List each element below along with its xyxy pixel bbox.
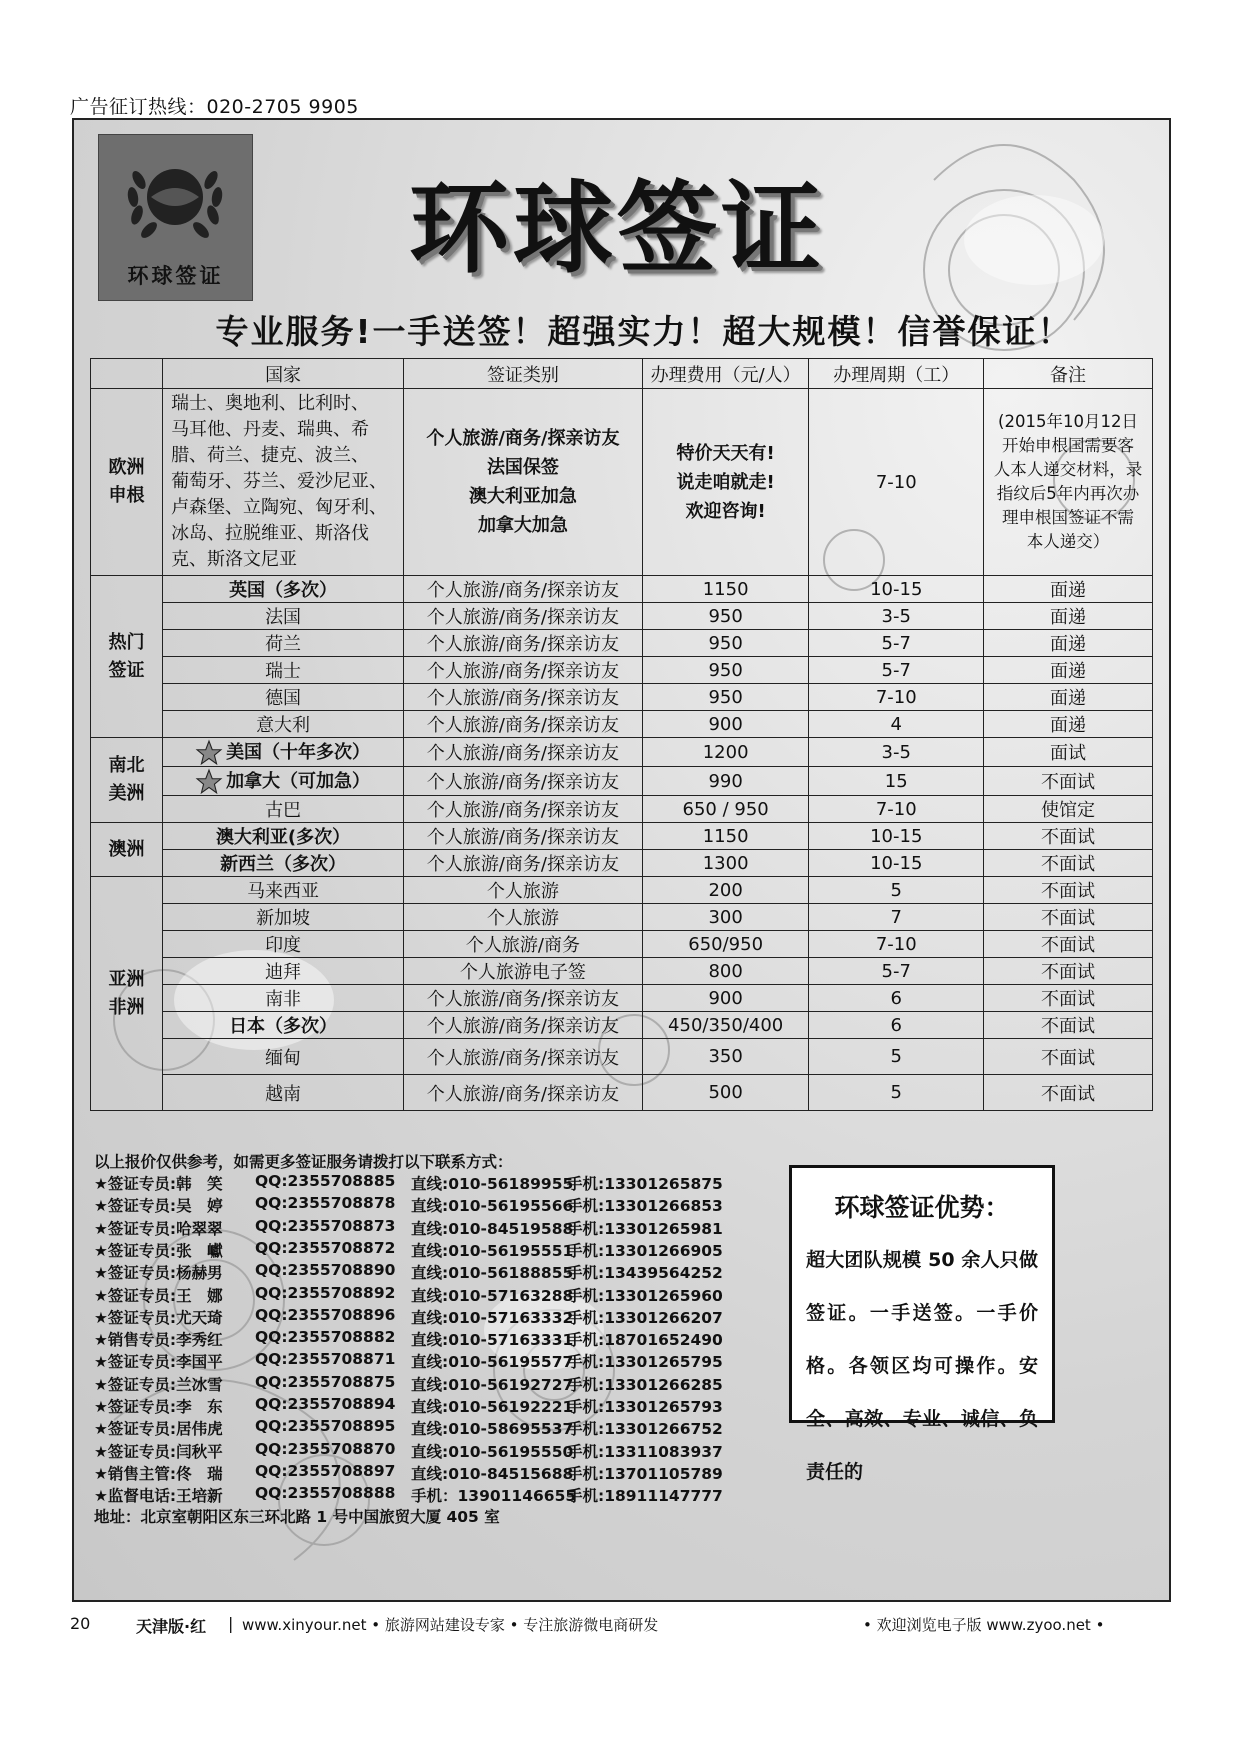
note-cell: 不面试	[984, 877, 1153, 904]
country-cell	[163, 1039, 404, 1075]
note-cell: 面递	[984, 603, 1153, 630]
note-cell: 面递	[984, 684, 1153, 711]
country-name: 加拿大（可加急）	[226, 771, 371, 792]
country-name: 美国（十年多次）	[226, 742, 371, 763]
text-line: 特价天天有!	[676, 442, 775, 464]
contact-qq: QQ:2355708897	[255, 1461, 396, 1480]
table-row	[91, 1039, 1153, 1075]
visa-type-cell: 个人旅游/商务/探亲访友	[404, 1039, 643, 1075]
fee-cell: 200	[642, 877, 809, 904]
contact-qq: QQ:2355708895	[255, 1417, 396, 1436]
fee-cell: 1150	[642, 576, 809, 603]
contact-mobile: 手机:13301266207	[567, 1308, 723, 1327]
note-cell: 面递	[984, 576, 1153, 603]
text-line: 本人递交）	[1026, 532, 1110, 551]
contact-mobile: 手机:13301265795	[567, 1353, 723, 1372]
visa-type-cell: 个人旅游/商务/探亲访友	[404, 657, 643, 684]
visa-price-table	[90, 358, 1153, 1111]
header-visa-type: 签证类别	[404, 359, 643, 389]
note-cell: 不面试	[984, 931, 1153, 958]
fee-cell: 1200	[642, 738, 809, 767]
contact-direct-line: 直线:010-56195551	[411, 1241, 574, 1260]
ad-hotline: 广告征订热线：020-2705 9905	[70, 96, 359, 118]
header-cycle: 办理周期（工）	[809, 359, 984, 389]
country-cell	[163, 823, 404, 850]
cycle-cell: 7-10	[809, 931, 984, 958]
footer-left-text: www.xinyour.net • 旅游网站建设专家 • 专注旅游微电商研发	[242, 1616, 659, 1634]
note-cell: 面递	[984, 711, 1153, 738]
contact-direct-line: 直线:010-56189955	[411, 1175, 574, 1193]
edition-label: 天津版·红	[136, 1617, 207, 1636]
contact-qq: QQ:2355708885	[255, 1172, 396, 1190]
fee-cell: 950	[642, 657, 809, 684]
contact-qq: QQ:2355708875	[255, 1372, 396, 1391]
country-name: 德国	[265, 688, 302, 709]
contact-direct-line: 直线:010-56192727	[411, 1375, 574, 1394]
fee-cell: 950	[642, 684, 809, 711]
contact-mobile: 手机:13301265875	[567, 1175, 723, 1193]
ad-slogan: 专业服务!一手送签！超强实力！超大规模！信誉保证！	[215, 312, 1073, 351]
contact-name: ★签证专员:吴 婷	[94, 1197, 223, 1216]
contact-qq: QQ:2355708890	[255, 1261, 396, 1280]
fee-cell: 950	[642, 630, 809, 657]
country-name: 澳大利亚(多次）	[215, 827, 351, 848]
note-cell: 不面试	[984, 958, 1153, 985]
contact-direct-line: 直线:010-84515688	[411, 1464, 574, 1483]
contact-mobile: 手机:13301266752	[567, 1420, 723, 1439]
fee-cell: 300	[642, 904, 809, 931]
visa-type-cell: 个人旅游/商务/探亲访友	[404, 1012, 643, 1039]
visa-type-cell: 个人旅游/商务/探亲访友	[404, 603, 643, 630]
text-line: 个人旅游/商务/探亲访友	[426, 428, 620, 449]
country-name: 荷兰	[265, 634, 302, 655]
contact-direct-line: 直线:010-58695537	[411, 1420, 574, 1439]
cycle-cell: 7	[809, 904, 984, 931]
note-cell: 不面试	[984, 850, 1153, 877]
visa-type-cell: 个人旅游/商务/探亲访友	[404, 985, 643, 1012]
header-country: 国家	[163, 359, 404, 389]
schengen-promo	[642, 389, 809, 576]
country-name: 日本（多次）	[229, 1016, 338, 1037]
contact-qq: QQ:2355708888	[255, 1484, 396, 1503]
country-cell	[163, 796, 404, 823]
country-cell	[163, 738, 404, 767]
fee-cell: 900	[642, 985, 809, 1012]
contact-mobile: 手机:13439564252	[567, 1264, 723, 1283]
visa-type-cell: 个人旅游/商务/探亲访友	[404, 684, 643, 711]
cycle-cell: 7-10	[809, 684, 984, 711]
header-region	[91, 359, 163, 389]
star-icon	[196, 769, 222, 795]
country-cell	[163, 1012, 404, 1039]
country-name: 瑞士	[265, 661, 302, 682]
fee-cell: 1150	[642, 823, 809, 850]
table-header-row	[91, 359, 1153, 389]
country-cell	[163, 877, 404, 904]
note-cell: 面递	[984, 657, 1153, 684]
cycle-cell: 7-10	[809, 796, 984, 823]
contact-mobile: 手机:13301266285	[567, 1375, 723, 1394]
contact-qq: QQ:2355708870	[255, 1439, 396, 1458]
country-cell	[163, 576, 404, 603]
footer-separator: |	[228, 1614, 234, 1633]
visa-type-cell: 个人旅游/商务	[404, 931, 643, 958]
globe-laurel-icon	[99, 135, 252, 255]
country-cell	[163, 630, 404, 657]
visa-type-cell: 个人旅游/商务/探亲访友	[404, 850, 643, 877]
fee-cell: 950	[642, 603, 809, 630]
contact-qq: QQ:2355708872	[255, 1238, 396, 1257]
fee-cell: 650 / 950	[642, 796, 809, 823]
contact-mobile: 手机:13301265793	[567, 1398, 723, 1416]
note-cell: 不面试	[984, 767, 1153, 796]
contact-direct-line: 直线:010-56188855	[411, 1264, 574, 1283]
cycle-cell: 6	[809, 1012, 984, 1039]
visa-type-cell: 个人旅游/商务/探亲访友	[404, 796, 643, 823]
contact-name: ★签证专员:尤天琦	[94, 1308, 223, 1327]
fee-cell: 450/350/400	[642, 1012, 809, 1039]
country-cell	[163, 767, 404, 796]
visa-type-cell: 个人旅游	[404, 904, 643, 931]
table-row	[91, 796, 1153, 823]
table-row	[91, 958, 1153, 985]
cycle-cell: 5	[809, 877, 984, 904]
text-line: 法国保签	[486, 457, 559, 478]
country-cell	[163, 684, 404, 711]
text-line: 冰岛、拉脱维亚、斯洛伐	[171, 523, 370, 544]
note-cell: 不面试	[984, 1039, 1153, 1075]
note-cell: 不面试	[984, 904, 1153, 931]
contact-name: ★签证专员:哈翠翠	[94, 1219, 223, 1238]
table-row	[91, 603, 1153, 630]
contact-direct-line: 直线:010-57163331	[411, 1331, 574, 1350]
company-address: 地址：北京室朝阳区东三环北路 1 号中国旅贸大厦 405 室	[94, 1508, 500, 1526]
contact-name: ★签证专员:李 东	[94, 1398, 223, 1416]
table-row	[91, 684, 1153, 711]
visa-type-cell: 个人旅游/商务/探亲访友	[404, 738, 643, 767]
country-cell	[163, 958, 404, 985]
text-line: (2015年10月12日	[998, 412, 1138, 431]
contact-name: ★签证专员:杨赫男	[94, 1264, 223, 1283]
text-line: 卢森堡、立陶宛、匈牙利、	[171, 497, 388, 518]
country-name: 意大利	[256, 715, 311, 736]
country-name: 新西兰（多次）	[220, 854, 347, 875]
text-line: 葡萄牙、芬兰、爱沙尼亚、	[171, 471, 388, 492]
country-name: 新加坡	[256, 908, 311, 929]
contact-direct-line: 直线:010-56192221	[411, 1398, 574, 1416]
contact-mobile: 手机:18911147777	[567, 1487, 723, 1506]
contact-qq: QQ:2355708892	[255, 1283, 396, 1302]
contact-direct-line: 直线:010-56195566	[411, 1197, 574, 1216]
visa-type-cell: 个人旅游/商务/探亲访友	[404, 711, 643, 738]
page-number: 20	[70, 1614, 91, 1633]
country-name: 南非	[265, 989, 302, 1010]
contact-mobile: 手机:13701105789	[567, 1464, 723, 1483]
fee-cell: 800	[642, 958, 809, 985]
note-cell: 不面试	[984, 823, 1153, 850]
text-line: 澳大利亚加急	[468, 486, 577, 507]
contact-name: ★签证专员:张 巘	[94, 1241, 223, 1260]
text-line: 瑞士、奥地利、比利时、	[171, 393, 370, 414]
contact-mobile: 手机:18701652490	[567, 1331, 723, 1350]
visa-type-cell: 个人旅游/商务/探亲访友	[404, 576, 643, 603]
contact-name: ★签证专员:兰冰雪	[94, 1375, 223, 1394]
footer-right-text: • 欢迎浏览电子版 www.zyoo.net •	[863, 1616, 1105, 1634]
visa-type-cell: 个人旅游/商务/探亲访友	[404, 823, 643, 850]
contact-qq: QQ:2355708896	[255, 1305, 396, 1324]
country-name: 马来西亚	[247, 881, 320, 902]
text-line: 克、斯洛文尼亚	[171, 549, 298, 570]
advantage-text: 超大团队规模 50 余人只做签证。一手送签。一手价格。各领区均可操作。安全、高效、专业、诚信、负责任的	[806, 1249, 1038, 1483]
contact-intro: 以上报价仅供参考，如需更多签证服务请拨打以下联系方式：	[94, 1153, 513, 1171]
header-note: 备注	[984, 359, 1153, 389]
table-row	[91, 711, 1153, 738]
country-name: 英国（多次）	[229, 580, 338, 601]
table-row	[91, 850, 1153, 877]
contact-mobile: 手机:13301266905	[567, 1241, 723, 1260]
contact-name: ★签证专员:李国平	[94, 1353, 223, 1372]
star-icon	[196, 740, 222, 766]
schengen-countries	[163, 389, 404, 576]
table-row	[91, 1012, 1153, 1039]
cycle-cell: 10-15	[809, 823, 984, 850]
region-cell: 南北 美洲	[91, 738, 163, 823]
table-row	[91, 767, 1153, 796]
contact-name: ★销售专员:李秀红	[94, 1331, 223, 1350]
contact-name: ★签证专员:韩 笑	[94, 1175, 223, 1193]
country-name: 古巴	[265, 800, 302, 821]
contact-direct-line: 直线:010-56195550	[411, 1442, 574, 1461]
schengen-cycle: 7-10	[809, 389, 984, 576]
table-row	[91, 1075, 1153, 1111]
contact-qq: QQ:2355708873	[255, 1216, 396, 1235]
cycle-cell: 3-5	[809, 603, 984, 630]
contact-mobile: 手机:13311083937	[567, 1442, 723, 1461]
contact-direct-line: 直线:010-57163332	[411, 1308, 574, 1327]
country-name: 迪拜	[265, 962, 302, 983]
header-fee: 办理费用（元/人）	[642, 359, 809, 389]
contact-direct-line: 手机：13901146655	[411, 1487, 577, 1506]
visa-advertisement	[72, 118, 1171, 1602]
contact-qq: QQ:2355708882	[255, 1328, 396, 1347]
table-row	[91, 877, 1153, 904]
note-cell: 面递	[984, 630, 1153, 657]
contact-qq: QQ:2355708871	[255, 1350, 396, 1369]
country-cell	[163, 657, 404, 684]
fee-cell: 350	[642, 1039, 809, 1075]
schengen-note	[984, 389, 1153, 576]
note-cell: 不面试	[984, 985, 1153, 1012]
country-cell	[163, 985, 404, 1012]
contact-direct-line: 直线:010-84519588	[411, 1219, 574, 1238]
cycle-cell: 4	[809, 711, 984, 738]
cycle-cell: 5-7	[809, 958, 984, 985]
fee-cell: 900	[642, 711, 809, 738]
country-cell	[163, 931, 404, 958]
table-row	[91, 823, 1153, 850]
company-logo	[98, 134, 253, 301]
fee-cell: 500	[642, 1075, 809, 1111]
table-row	[91, 630, 1153, 657]
region-cell: 热门 签证	[91, 576, 163, 738]
visa-type-cell: 个人旅游/商务/探亲访友	[404, 767, 643, 796]
contact-mobile: 手机:13301266853	[567, 1197, 723, 1216]
contact-direct-line: 直线:010-57163288	[411, 1286, 574, 1305]
text-line: 开始申根国需要客	[1002, 436, 1135, 455]
cycle-cell: 5	[809, 1075, 984, 1111]
cycle-cell: 3-5	[809, 738, 984, 767]
contact-name: ★签证专员:王 娜	[94, 1286, 223, 1305]
text-line: 理申根国签证不需	[1002, 508, 1135, 527]
table-row	[91, 985, 1153, 1012]
contact-name: ★监督电话:王培新	[94, 1487, 223, 1506]
contact-name: ★签证专员:居伟虎	[94, 1420, 223, 1439]
schengen-row	[91, 389, 1153, 576]
country-cell	[163, 850, 404, 877]
ad-title: 环球签证	[409, 169, 825, 287]
note-cell: 不面试	[984, 1075, 1153, 1111]
cycle-cell: 10-15	[809, 576, 984, 603]
note-cell: 面试	[984, 738, 1153, 767]
table-row	[91, 738, 1153, 767]
country-name: 印度	[265, 935, 302, 956]
cycle-cell: 5-7	[809, 630, 984, 657]
text-line: 加拿大加急	[477, 515, 568, 536]
contact-name: ★销售主管:佟 瑞	[94, 1464, 223, 1483]
text-line: 欢迎咨询!	[685, 500, 766, 522]
text-line: 指纹后5年内再次办	[996, 484, 1140, 503]
visa-type-cell: 个人旅游/商务/探亲访友	[404, 630, 643, 657]
country-cell	[163, 904, 404, 931]
country-cell	[163, 603, 404, 630]
contact-qq: QQ:2355708894	[255, 1395, 396, 1413]
note-cell: 不面试	[984, 1012, 1153, 1039]
region-cell: 欧洲 申根	[91, 389, 163, 576]
fee-cell: 650/950	[642, 931, 809, 958]
region-cell: 澳洲	[91, 823, 163, 877]
cycle-cell: 10-15	[809, 850, 984, 877]
text-line: 马耳他、丹麦、瑞典、希	[171, 419, 370, 440]
country-name: 法国	[265, 607, 302, 628]
contact-mobile: 手机:13301265960	[567, 1286, 723, 1305]
contact-name: ★签证专员:闫秋平	[94, 1442, 223, 1461]
contact-direct-line: 直线:010-56195577	[411, 1353, 574, 1372]
table-row	[91, 904, 1153, 931]
table-row	[91, 657, 1153, 684]
text-line: 说走咱就走!	[676, 471, 775, 493]
country-name: 越南	[265, 1083, 302, 1105]
logo-text: 环球签证	[127, 263, 224, 288]
country-name: 缅甸	[265, 1047, 302, 1069]
contact-qq: QQ:2355708878	[255, 1194, 396, 1213]
cycle-cell: 5-7	[809, 657, 984, 684]
fee-cell: 990	[642, 767, 809, 796]
cycle-cell: 6	[809, 985, 984, 1012]
visa-type-cell: 个人旅游/商务/探亲访友	[404, 1075, 643, 1111]
note-cell: 使馆定	[984, 796, 1153, 823]
text-line: 人本人递交材料，录	[993, 460, 1143, 479]
country-cell	[163, 711, 404, 738]
table-row	[91, 931, 1153, 958]
contact-mobile: 手机:13301265981	[567, 1219, 723, 1238]
country-cell	[163, 1075, 404, 1111]
advantage-box	[789, 1165, 1055, 1483]
table-row	[91, 576, 1153, 603]
region-cell: 亚洲 非洲	[91, 877, 163, 1111]
text-line: 腊、荷兰、捷克、波兰、	[171, 445, 370, 466]
page-footer	[70, 1614, 1170, 1640]
schengen-visa-types	[404, 389, 643, 576]
cycle-cell: 15	[809, 767, 984, 796]
visa-type-cell: 个人旅游	[404, 877, 643, 904]
advantage-title: 环球签证优势：	[834, 1193, 1010, 1222]
fee-cell: 1300	[642, 850, 809, 877]
visa-type-cell: 个人旅游电子签	[404, 958, 643, 985]
cycle-cell: 5	[809, 1039, 984, 1075]
